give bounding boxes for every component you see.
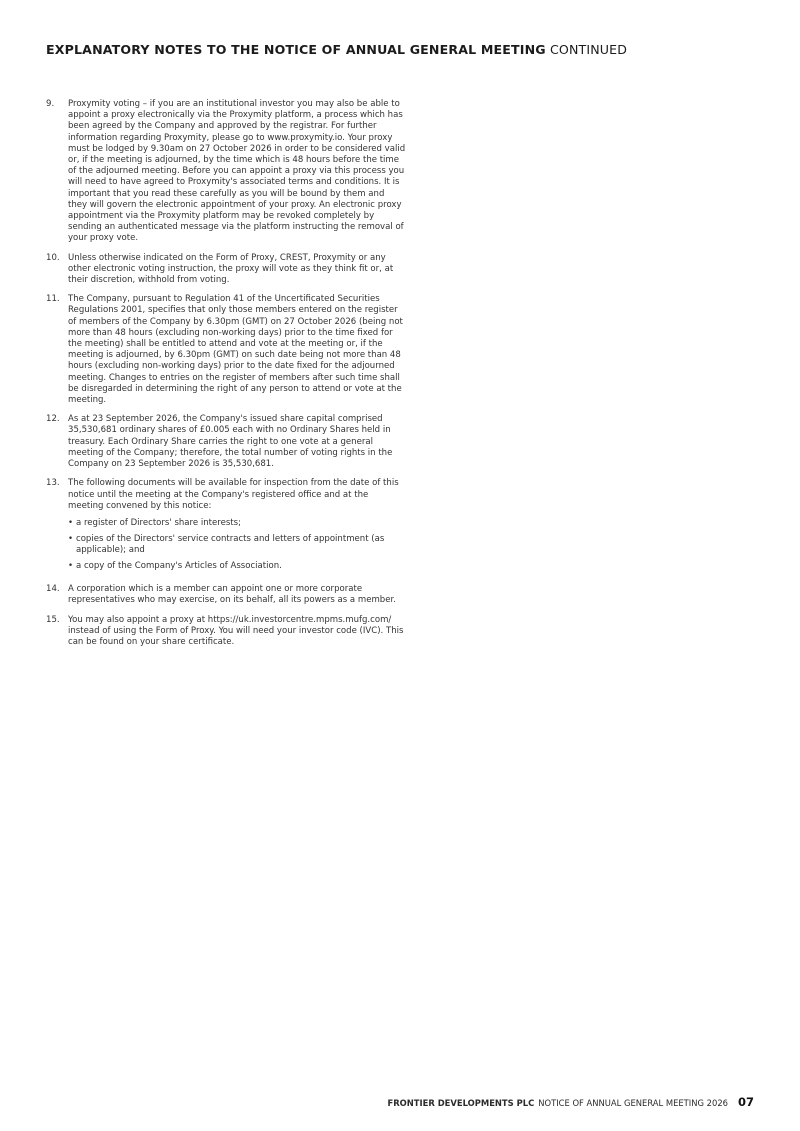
bullet-marker: • xyxy=(68,533,74,544)
page-number: 07 xyxy=(737,1095,754,1109)
note-number: 15. xyxy=(46,614,60,625)
bullet-item xyxy=(68,561,406,572)
note-text: As at 23 September 2026, the Company's issued share capital comprised 35,530,681 ordinary shares of £0.005 each with no Ordinary Shares held in treasury. Each Ordinary Share carries the right to one vote at a general meeting of the Company; therefore, the total number of voting rights in the Company on 23 September 2026 is 35,530,681. xyxy=(68,414,393,470)
footer-document-title: NOTICE OF ANNUAL GENERAL MEETING 2026 xyxy=(538,1098,728,1108)
note-number: 14. xyxy=(46,584,60,595)
page-footer xyxy=(387,1095,754,1109)
bullet-text: a register of Directors' share interests; xyxy=(76,517,241,528)
note-text: The Company, pursuant to Regulation 41 of the Uncertificated Securities Regulations 2001, specifies that only those members entered on the register of members of the Company by 6.30pm (GMT) on 27 October 2026 (being not more than 48 hours (excluding non-working days) prior to the time fixed for the meeting) shall be entitled to attend and vote at the meeting or, if the meeting is adjourned, by 6.30pm (GMT) on such date being not more than 48 hours (excluding non-working days) prior to the date fixed for the adjourned meeting. Changes to entries on the register of members after such time shall be disregarded in determining the right of any person to attend or vote at the meeting. xyxy=(68,294,403,406)
note-number: 12. xyxy=(46,414,60,425)
note-item xyxy=(46,414,406,470)
note-number: 13. xyxy=(46,478,60,489)
documents-bullet-list xyxy=(68,518,406,572)
note-item xyxy=(46,99,406,245)
note-item xyxy=(46,615,406,649)
note-number: 10. xyxy=(46,252,60,263)
header-title: EXPLANATORY NOTES TO THE NOTICE OF ANNUAL GENERAL MEETING xyxy=(46,42,546,57)
explanatory-notes-list xyxy=(46,99,406,656)
note-item xyxy=(46,294,406,406)
footer-company: FRONTIER DEVELOPMENTS PLC xyxy=(387,1098,535,1108)
note-item xyxy=(46,478,406,576)
note-text: A corporation which is a member can appoint one or more corporate representatives who may exercise, on its behalf, all its powers as a member. xyxy=(68,584,396,606)
note-item xyxy=(46,253,406,287)
note-text: Unless otherwise indicated on the Form of Proxy, CREST, Proxymity or any other electronic voting instruction, the proxy will vote as they think fit or, at their discretion, withhold from voting. xyxy=(68,252,394,286)
header-continued: CONTINUED xyxy=(549,42,628,57)
note-number: 9. xyxy=(46,99,55,109)
note-text: You may also appoint a proxy at https://uk.investorcentre.mpms.mufg.com/ instead of using the Form of Proxy. You will need your investor code (IVC). This can be found on your share certificate. xyxy=(68,614,404,648)
bullet-marker: • xyxy=(68,517,74,528)
bullet-item xyxy=(68,518,406,529)
note-number: 11. xyxy=(46,294,60,305)
bullet-text: copies of the Directors' service contracts and letters of appointment (as applicable); and xyxy=(76,533,385,555)
page-header xyxy=(46,42,627,57)
note-text: Proxymity voting – if you are an institutional investor you may also be able to appoint a proxy electronically via the Proxymity platform, a process which has been agreed by the Company and approved by the registrar. For further information regarding Proxymity, please go to www.proxymity.io. Your proxy must be lodged by 9.30am on 27 October 2026 in order to be considered valid or, if the meeting is adjourned, by the time which is 48 hours before the time of the adjourned meeting. Before you can appoint a proxy via this process you will need to have agreed to Proxymity's associated terms and conditions. It is important that you read these carefully as you will be bound by them and they will govern the electronic appointment of your proxy. An electronic proxy appointment via the Proxymity platform may be revoked completely by sending an authenticated message via the platform instructing the removal of your proxy vote. xyxy=(68,99,406,244)
note-text: The following documents will be available for inspection from the date of this notice until the meeting at the Company's registered office and at the meeting convened by this notice: xyxy=(68,478,399,511)
note-item xyxy=(46,584,406,606)
bullet-item xyxy=(68,534,406,556)
bullet-marker: • xyxy=(68,560,74,571)
bullet-text: a copy of the Company's Articles of Association. xyxy=(76,560,282,571)
